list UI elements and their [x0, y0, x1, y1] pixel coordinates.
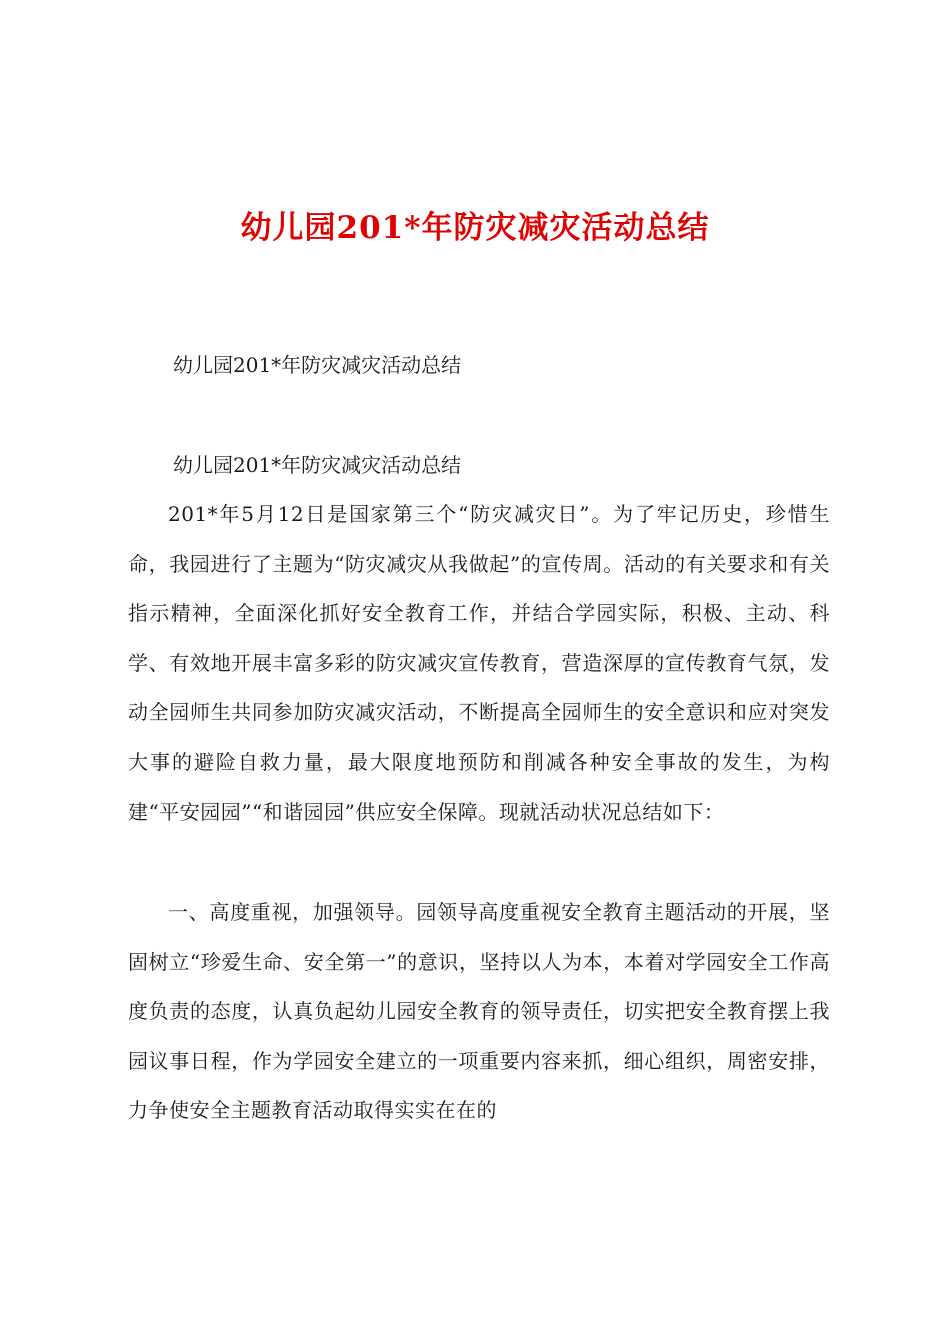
subheading-2: 幼儿园201*年防灾减灾活动总结	[173, 453, 462, 477]
body-paragraph-2: 一、高度重视，加强领导。园领导高度重视安全教育主题活动的开展，坚固树立“珍爱生命、安全第一”的意识，坚持以人为本，本着对学园安全工作高度负责的态度，认真负起幼儿园安全教育的领导责任，切实把安全教育摆上我园议事日程，作为学园安全建立的一项重要内容来抓，细心组织，周密安排，力争使安全主题教育活动取得实实在在的	[128, 900, 830, 1123]
subheading-1: 幼儿园201*年防灾减灾活动总结	[173, 353, 462, 377]
body-paragraph-1: 201*年5月12日是国家第三个“防灾减灾日”。为了牢记历史，珍惜生命，我园进行了主题为“防灾减灾从我做起”的宣传周。活动的有关要求和有关指示精神，全面深化抓好安全教育工作，并结合学园实际，积极、主动、科学、有效地开展丰富多彩的防灾减灾宣传教育，营造深厚的宣传教育气氛，发动全园师生共同参加防灾减灾活动，不断提高全园师生的安全意识和应对突发大事的避险自救力量，最大限度地预防和削减各种安全事故的发生，为构建“平安园园”“和谐园园”供应安全保障。现就活动状况总结如下：	[128, 502, 830, 824]
document-title: 幼儿园201*年防灾减灾活动总结	[240, 210, 710, 246]
